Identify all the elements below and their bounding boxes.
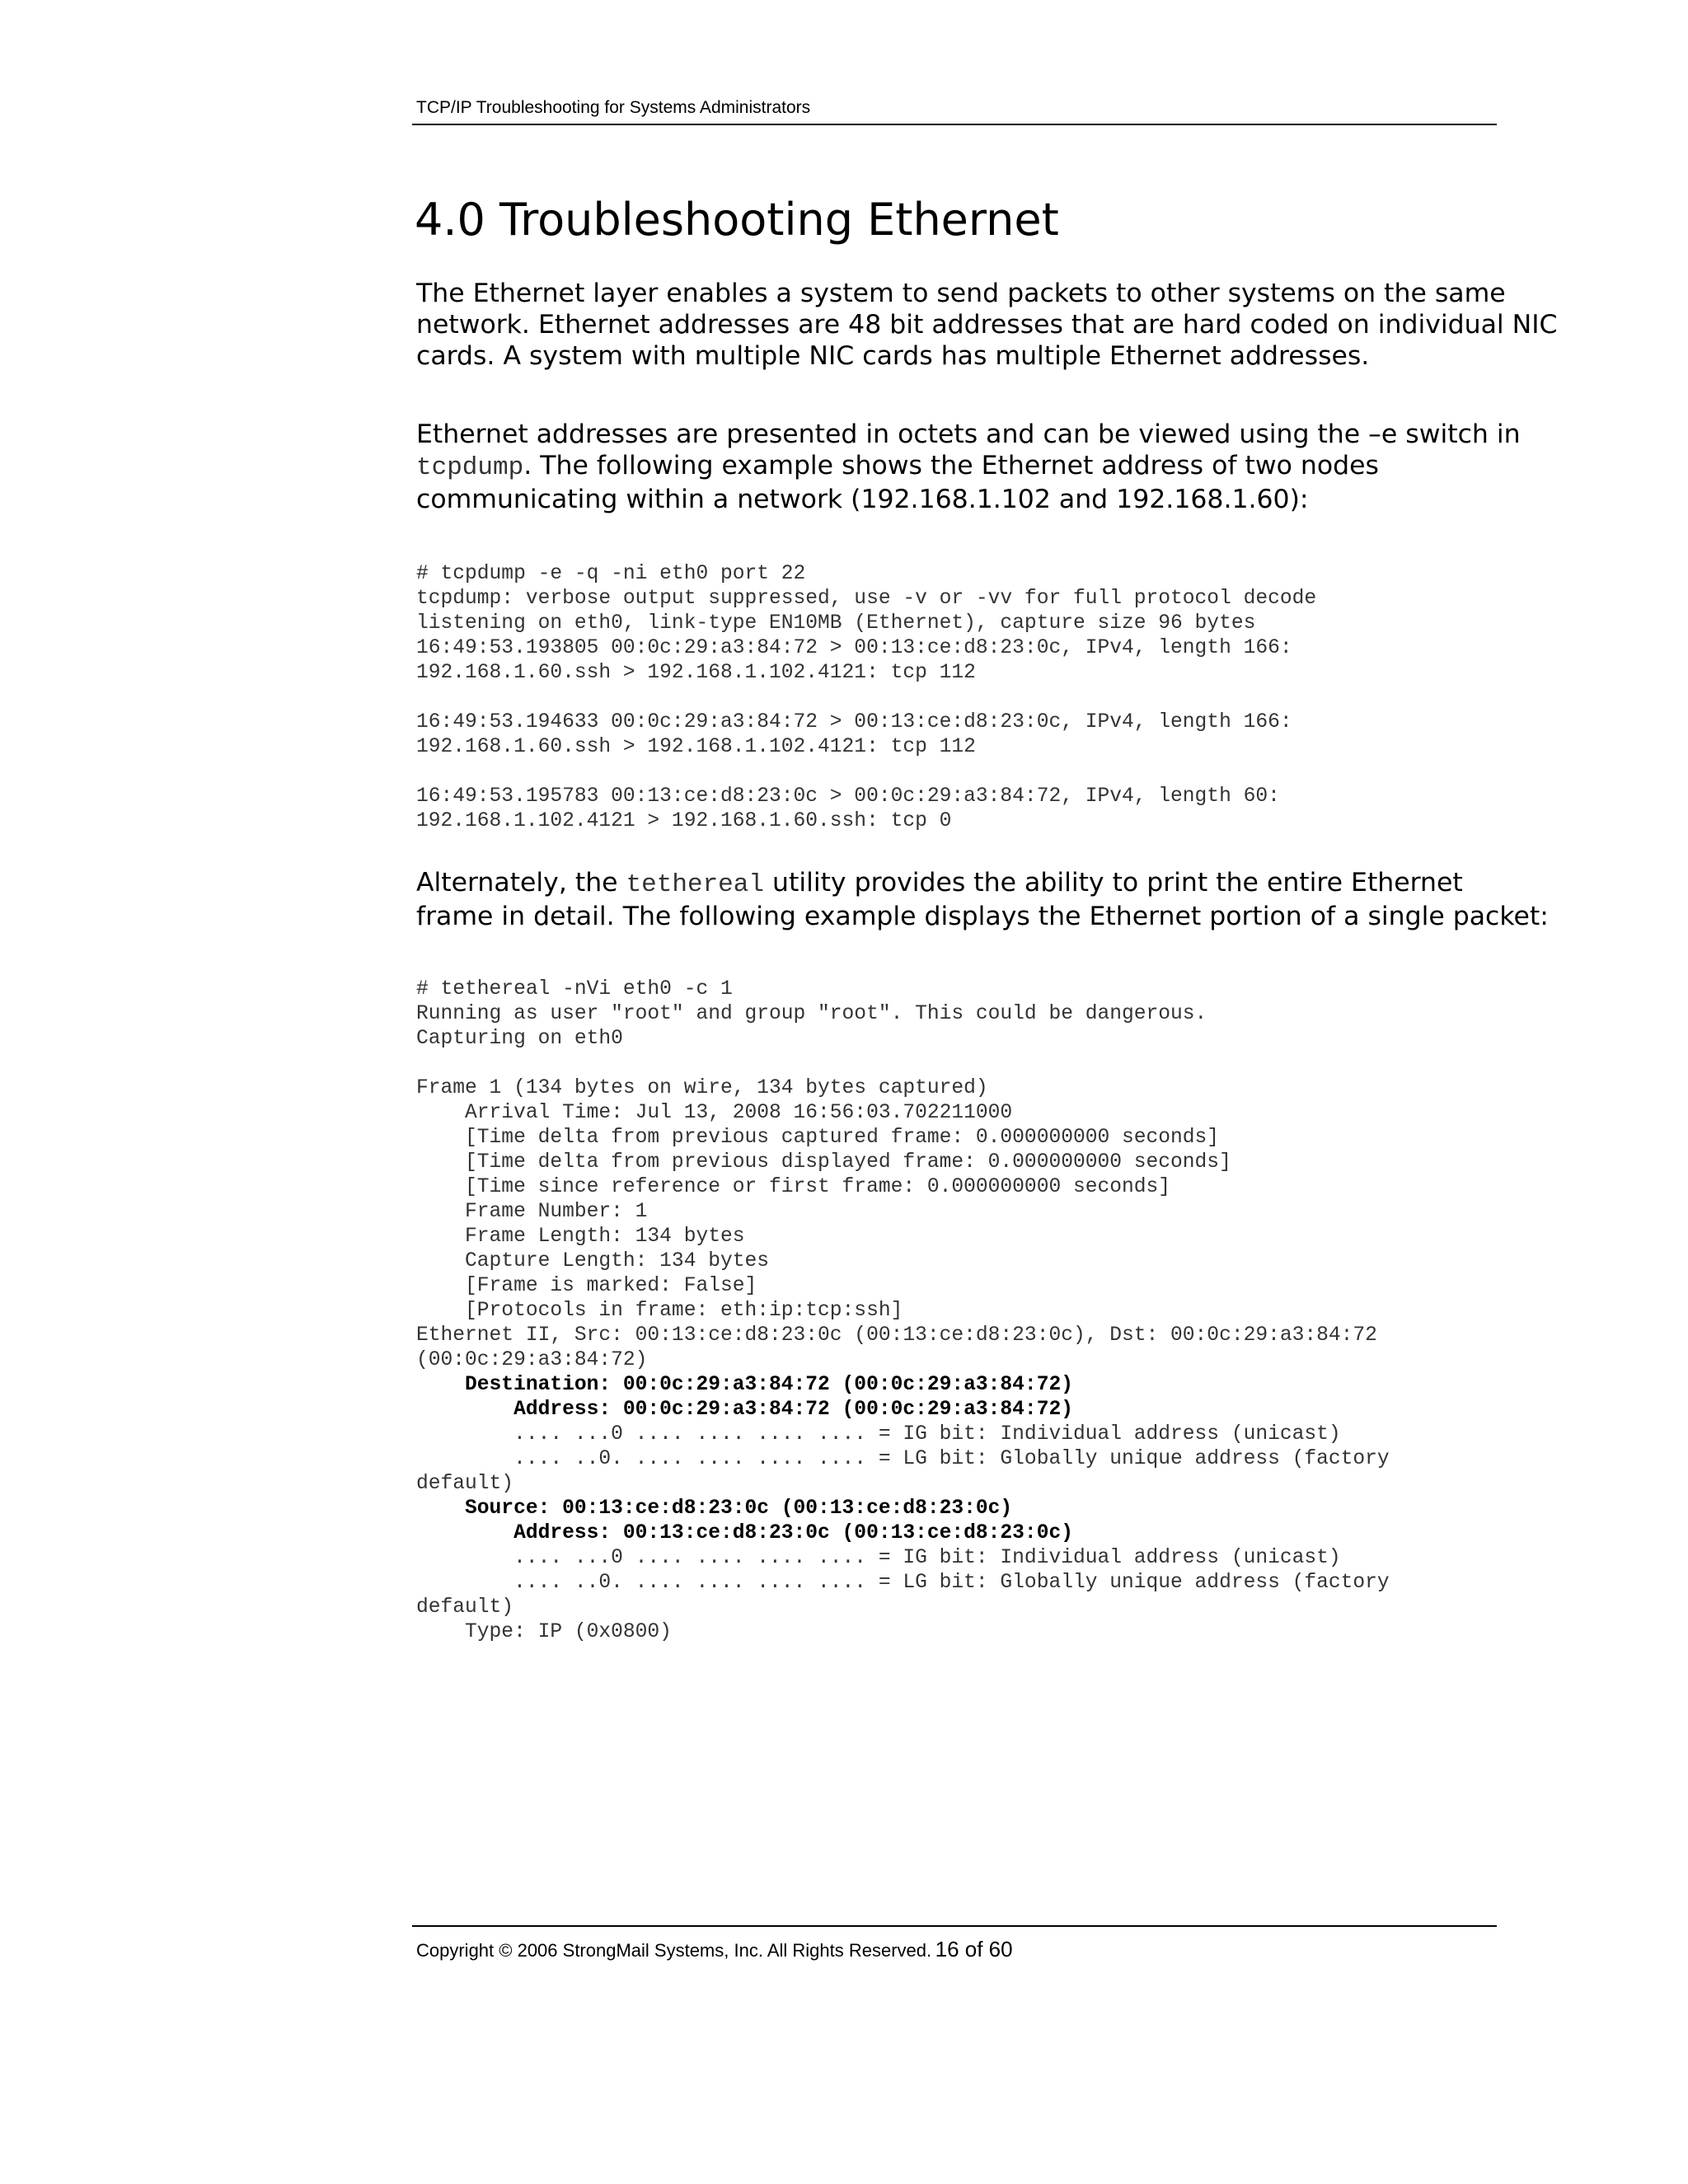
octets-line-2 [416,450,1504,484]
octets-line-2-text: . The following example shows the Ethernet address of two nodes [523,451,1379,480]
code-line: 192.168.1.60.ssh > 192.168.1.102.4121: tcp 112 [416,662,976,684]
code-line: .... ..0. .... .... .... .... = LG bit: Globally unique address (factory [416,1572,1390,1594]
footer-copyright: Copyright © 2006 StrongMail Systems, Inc. All Rights Reserved. [416,1940,932,1961]
code-line: 192.168.1.60.ssh > 192.168.1.102.4121: tcp 112 [416,736,976,758]
code-line: default) [416,1596,514,1619]
octets-line-1: Ethernet addresses are presented in octets and can be viewed using the –e switch in [416,419,1521,449]
octets-line-3: communicating within a network (192.168.1.102 and 192.168.1.60): [416,485,1309,514]
code-line: (00:0c:29:a3:84:72) [416,1349,648,1371]
code-line: default) [416,1473,514,1495]
page-number: 16 of 60 [935,1937,1013,1961]
tcpdump-code-block [416,562,1316,834]
octets-paragraph [416,419,1521,515]
tcpdump-inline-code: tcpdump [416,453,524,482]
code-line: [Frame is marked: False] [416,1275,757,1297]
code-line-bold: Source: 00:13:ce:d8:23:0c (00:13:ce:d8:23:0c) [416,1497,1013,1520]
intro-line-3: cards. A system with multiple NIC cards has multiple Ethernet addresses. [416,341,1370,371]
code-line: Frame 1 (134 bytes on wire, 134 bytes captured) [416,1077,988,1099]
code-line: .... ...0 .... .... .... .... = IG bit: Individual address (unicast) [416,1423,1341,1446]
code-line: Arrival Time: Jul 13, 2008 16:56:03.702211000 [416,1102,1013,1124]
code-line: [Time delta from previous displayed frame: 0.000000000 seconds] [416,1151,1231,1174]
intro-paragraph [416,278,1558,372]
code-line-bold: Address: 00:13:ce:d8:23:0c (00:13:ce:d8:23:0c) [416,1522,1073,1544]
code-line: .... ..0. .... .... .... .... = LG bit: Globally unique address (factory [416,1448,1390,1470]
tethereal-code-block [416,977,1390,1645]
code-line: Capture Length: 134 bytes [416,1250,770,1272]
code-line: .... ...0 .... .... .... .... = IG bit: Individual address (unicast) [416,1547,1341,1569]
code-line: Capturing on eth0 [416,1028,623,1050]
code-line-bold: Address: 00:0c:29:a3:84:72 (00:0c:29:a3:84:72) [416,1399,1073,1421]
code-line: 16:49:53.194633 00:0c:29:a3:84:72 > 00:13:ce:d8:23:0c, IPv4, length 166: [416,711,1292,733]
code-line [416,686,1316,710]
code-line-bold: Destination: 00:0c:29:a3:84:72 (00:0c:29:a3:84:72) [416,1374,1073,1396]
tethereal-line-1-text: utility provides the ability to print the entire Ethernet [764,868,1463,898]
code-line: Running as user "root" and group "root". This could be dangerous. [416,1003,1207,1025]
running-header: TCP/IP Troubleshooting for Systems Administrators [416,98,811,117]
code-line: Type: IP (0x0800) [416,1621,672,1643]
footer-rule [412,1925,1497,1927]
code-line: # tethereal -nVi eth0 -c 1 [416,978,733,1001]
code-line: Frame Length: 134 bytes [416,1226,745,1248]
code-line: 16:49:53.193805 00:0c:29:a3:84:72 > 00:13:ce:d8:23:0c, IPv4, length 166: [416,637,1292,659]
code-line: [Protocols in frame: eth:ip:tcp:ssh] [416,1300,903,1322]
tethereal-line-1 [416,867,1504,901]
code-line: tcpdump: verbose output suppressed, use -v or -vv for full protocol decode [416,588,1317,610]
code-line: 16:49:53.195783 00:13:ce:d8:23:0c > 00:0c:29:a3:84:72, IPv4, length 60: [416,785,1280,808]
tethereal-line-2: frame in detail. The following example displays the Ethernet portion of a single packet: [416,902,1549,931]
header-rule [412,124,1497,125]
tethereal-paragraph [416,867,1549,932]
code-line: 192.168.1.102.4121 > 192.168.1.60.ssh: tcp 0 [416,810,952,832]
code-line: [Time delta from previous captured frame: 0.000000000 seconds] [416,1127,1220,1149]
code-line: listening on eth0, link-type EN10MB (Ethernet), capture size 96 bytes [416,612,1256,635]
page-footer [416,1937,1013,1962]
intro-line-2: network. Ethernet addresses are 48 bit addresses that are hard coded on individual NIC [416,310,1558,340]
code-line: [Time since reference or first frame: 0.000000000 seconds] [416,1176,1171,1198]
code-line: Frame Number: 1 [416,1201,648,1223]
page-title: 4.0 Troubleshooting Ethernet [415,194,1059,246]
tethereal-line-1-prefix: Alternately, the [416,868,626,898]
code-line: # tcpdump -e -q -ni eth0 port 22 [416,563,806,585]
tethereal-inline-code: tethereal [626,870,764,899]
code-line: Ethernet II, Src: 00:13:ce:d8:23:0c (00:13:ce:d8:23:0c), Dst: 00:0c:29:a3:84:72 [416,1324,1377,1347]
intro-line-1: The Ethernet layer enables a system to send packets to other systems on the same [416,279,1506,308]
code-line [416,1052,1390,1076]
code-line [416,760,1316,785]
